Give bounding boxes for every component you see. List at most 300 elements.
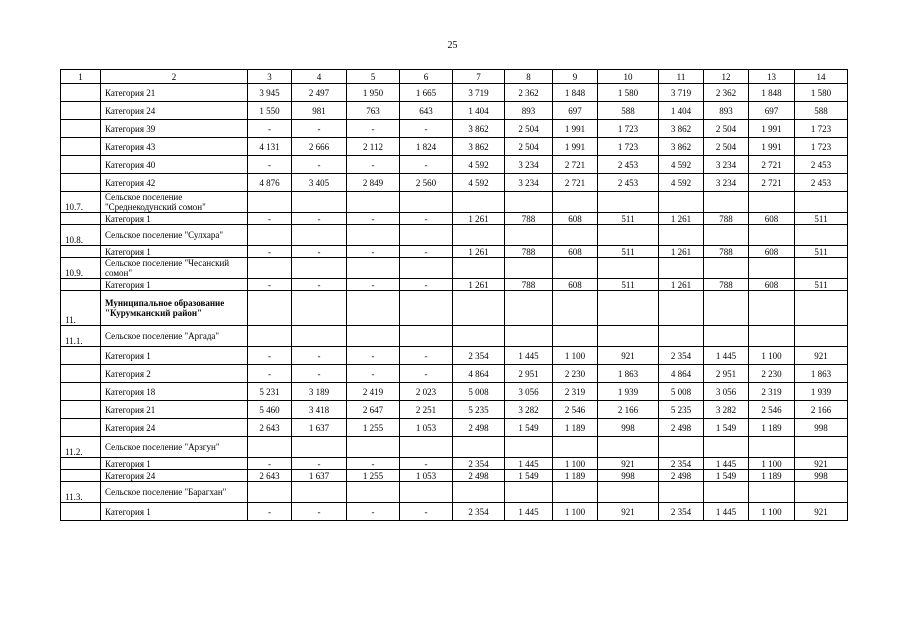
value-cell	[347, 482, 400, 503]
row-name: Категория 21	[101, 401, 248, 419]
value-cell: 1 991	[553, 138, 598, 156]
table-row	[61, 437, 848, 458]
value-cell: -	[347, 458, 400, 470]
value-cell: 1 445	[704, 503, 749, 521]
value-cell	[505, 225, 553, 246]
row-index: 10.9.	[61, 258, 101, 279]
value-cell: 2 643	[248, 419, 292, 437]
value-cell: 1 445	[505, 347, 553, 365]
row-index	[61, 419, 101, 437]
value-cell: -	[248, 156, 292, 174]
row-name: Сельское поселение "Барагхан"	[101, 482, 248, 503]
value-cell: 2 546	[553, 401, 598, 419]
value-cell	[248, 437, 292, 458]
row-name: Сельское поселение "Среднекодунский сомон"	[101, 192, 248, 213]
value-cell: 2 419	[347, 383, 400, 401]
value-cell: 1 863	[598, 365, 659, 383]
value-cell: 3 234	[505, 156, 553, 174]
value-cell	[400, 192, 453, 213]
value-cell: 4 131	[248, 138, 292, 156]
value-cell: -	[248, 347, 292, 365]
row-index	[61, 102, 101, 120]
row-index	[61, 138, 101, 156]
value-cell: 1 100	[749, 503, 795, 521]
value-cell	[704, 258, 749, 279]
value-cell	[553, 225, 598, 246]
column-header: 7	[453, 70, 505, 84]
table-row	[61, 192, 848, 213]
column-header: 9	[553, 70, 598, 84]
tariff-table	[60, 69, 848, 521]
value-cell	[347, 326, 400, 347]
row-name: Сельское поселение "Аргада"	[101, 326, 248, 347]
value-cell	[292, 258, 347, 279]
value-cell: 1 723	[598, 120, 659, 138]
table-row	[61, 258, 848, 279]
value-cell	[553, 437, 598, 458]
value-cell: 511	[598, 246, 659, 258]
value-cell	[505, 326, 553, 347]
row-name: Категория 39	[101, 120, 248, 138]
row-name: Категория 24	[101, 102, 248, 120]
row-name: Сельское поселение "Чесанский сомон"	[101, 258, 248, 279]
value-cell	[248, 326, 292, 347]
value-cell	[248, 192, 292, 213]
row-name: Категория 2	[101, 365, 248, 383]
value-cell	[749, 437, 795, 458]
value-cell	[659, 482, 704, 503]
value-cell	[347, 437, 400, 458]
value-cell	[347, 258, 400, 279]
value-cell: 788	[704, 279, 749, 291]
column-header: 10	[598, 70, 659, 84]
value-cell: -	[248, 279, 292, 291]
value-cell: 1 637	[292, 419, 347, 437]
value-cell: 5 231	[248, 383, 292, 401]
value-cell: 588	[598, 102, 659, 120]
value-cell	[704, 326, 749, 347]
row-index	[61, 84, 101, 102]
value-cell: -	[347, 503, 400, 521]
value-cell: 2 354	[453, 503, 505, 521]
value-cell: 998	[795, 470, 848, 482]
column-header: 5	[347, 70, 400, 84]
value-cell	[598, 326, 659, 347]
row-name: Категория 43	[101, 138, 248, 156]
value-cell: 1 445	[505, 458, 553, 470]
row-name: Сельское поселение "Арзгун"	[101, 437, 248, 458]
value-cell: 3 056	[704, 383, 749, 401]
value-cell	[248, 291, 292, 326]
value-cell: 1 445	[704, 347, 749, 365]
row-name: Категория 24	[101, 419, 248, 437]
value-cell: 2 354	[453, 347, 505, 365]
value-cell: 643	[400, 102, 453, 120]
value-cell: -	[292, 458, 347, 470]
table-row	[61, 503, 848, 521]
value-cell: 2 230	[749, 365, 795, 383]
value-cell	[704, 291, 749, 326]
value-cell	[598, 482, 659, 503]
value-cell: 1 549	[704, 419, 749, 437]
table-row	[61, 156, 848, 174]
value-cell: 1 550	[248, 102, 292, 120]
row-name: Категория 1	[101, 347, 248, 365]
value-cell: 608	[749, 279, 795, 291]
value-cell	[749, 482, 795, 503]
value-cell: -	[292, 156, 347, 174]
value-cell: 2 166	[598, 401, 659, 419]
column-header: 1	[61, 70, 101, 84]
value-cell: 998	[598, 470, 659, 482]
table-row	[61, 326, 848, 347]
table-row	[61, 102, 848, 120]
value-cell: -	[347, 246, 400, 258]
value-cell: 2 354	[659, 503, 704, 521]
value-cell: 3 282	[704, 401, 749, 419]
value-cell: 1 939	[598, 383, 659, 401]
value-cell: -	[400, 213, 453, 225]
value-cell	[659, 326, 704, 347]
value-cell: -	[400, 120, 453, 138]
value-cell	[795, 291, 848, 326]
value-cell	[795, 225, 848, 246]
value-cell: 1 950	[347, 84, 400, 102]
table-row	[61, 225, 848, 246]
value-cell: 2 647	[347, 401, 400, 419]
value-cell: -	[248, 120, 292, 138]
value-cell: 3 862	[659, 138, 704, 156]
value-cell	[453, 192, 505, 213]
table-row	[61, 401, 848, 419]
value-cell: 1 100	[553, 458, 598, 470]
value-cell: 2 354	[659, 458, 704, 470]
table-row	[61, 213, 848, 225]
row-name: Категория 18	[101, 383, 248, 401]
value-cell	[505, 437, 553, 458]
value-cell: 5 235	[453, 401, 505, 419]
table-row	[61, 365, 848, 383]
column-header: 12	[704, 70, 749, 84]
value-cell	[795, 192, 848, 213]
value-cell: -	[347, 120, 400, 138]
value-cell: 1 189	[749, 470, 795, 482]
value-cell: -	[248, 458, 292, 470]
value-cell	[795, 437, 848, 458]
value-cell: -	[248, 246, 292, 258]
value-cell: 1 445	[505, 503, 553, 521]
value-cell	[347, 192, 400, 213]
value-cell: -	[347, 213, 400, 225]
row-index: 11.	[61, 291, 101, 326]
value-cell: 4 592	[453, 174, 505, 192]
value-cell	[598, 258, 659, 279]
value-cell: 5 460	[248, 401, 292, 419]
value-cell: 511	[598, 213, 659, 225]
row-index	[61, 347, 101, 365]
value-cell: 2 721	[553, 156, 598, 174]
value-cell	[505, 258, 553, 279]
value-cell: 2 251	[400, 401, 453, 419]
value-cell: 1 863	[795, 365, 848, 383]
row-name: Категория 1	[101, 503, 248, 521]
value-cell: 3 234	[704, 156, 749, 174]
row-index	[61, 156, 101, 174]
value-cell: 4 592	[659, 156, 704, 174]
value-cell	[553, 326, 598, 347]
row-name: Категория 1	[101, 213, 248, 225]
value-cell	[749, 225, 795, 246]
table-row	[61, 138, 848, 156]
value-cell: 1 939	[795, 383, 848, 401]
row-index: 11.2.	[61, 437, 101, 458]
column-header: 14	[795, 70, 848, 84]
value-cell: -	[292, 503, 347, 521]
value-cell: 5 008	[659, 383, 704, 401]
value-cell: -	[400, 246, 453, 258]
value-cell: -	[347, 156, 400, 174]
value-cell	[553, 291, 598, 326]
row-name: Категория 42	[101, 174, 248, 192]
value-cell: -	[400, 365, 453, 383]
value-cell	[704, 225, 749, 246]
value-cell: 608	[749, 246, 795, 258]
value-cell: 697	[749, 102, 795, 120]
value-cell: 2 453	[795, 174, 848, 192]
value-cell: -	[292, 213, 347, 225]
value-cell: 2 498	[453, 419, 505, 437]
value-cell	[659, 258, 704, 279]
column-header: 13	[749, 70, 795, 84]
value-cell	[453, 291, 505, 326]
value-cell	[248, 225, 292, 246]
value-cell: 3 862	[453, 138, 505, 156]
value-cell: 2 643	[248, 470, 292, 482]
value-cell	[553, 258, 598, 279]
value-cell	[505, 192, 553, 213]
value-cell	[749, 291, 795, 326]
value-cell: 1 549	[704, 470, 749, 482]
column-header: 8	[505, 70, 553, 84]
table-row	[61, 120, 848, 138]
value-cell: 608	[749, 213, 795, 225]
value-cell	[292, 192, 347, 213]
value-cell	[400, 258, 453, 279]
value-cell: 893	[505, 102, 553, 120]
value-cell: 788	[704, 246, 749, 258]
value-cell: 921	[598, 347, 659, 365]
value-cell	[292, 225, 347, 246]
value-cell	[347, 225, 400, 246]
value-cell: 5 235	[659, 401, 704, 419]
value-cell: -	[400, 458, 453, 470]
value-cell: 2 560	[400, 174, 453, 192]
value-cell: 1 723	[795, 138, 848, 156]
value-cell: -	[400, 503, 453, 521]
value-cell: 2 849	[347, 174, 400, 192]
value-cell: 511	[598, 279, 659, 291]
value-cell: 4 592	[659, 174, 704, 192]
value-cell: 2 319	[553, 383, 598, 401]
row-index	[61, 279, 101, 291]
value-cell	[400, 437, 453, 458]
value-cell: 1 189	[553, 470, 598, 482]
value-cell: 1 723	[598, 138, 659, 156]
value-cell: 2 354	[453, 458, 505, 470]
value-cell	[795, 326, 848, 347]
row-index	[61, 246, 101, 258]
value-cell: 921	[795, 503, 848, 521]
value-cell: 1 404	[659, 102, 704, 120]
value-cell: 3 418	[292, 401, 347, 419]
value-cell: -	[347, 279, 400, 291]
row-index: 10.7.	[61, 192, 101, 213]
value-cell: 1 580	[795, 84, 848, 102]
value-cell	[347, 291, 400, 326]
value-cell: 998	[598, 419, 659, 437]
value-cell: 1 261	[659, 213, 704, 225]
value-cell: 2 319	[749, 383, 795, 401]
value-cell: 921	[598, 458, 659, 470]
value-cell: 2 453	[598, 174, 659, 192]
column-header: 11	[659, 70, 704, 84]
value-cell: 1 255	[347, 419, 400, 437]
row-name: Категория 1	[101, 246, 248, 258]
value-cell: -	[347, 365, 400, 383]
value-cell: 608	[553, 213, 598, 225]
value-cell	[453, 437, 505, 458]
value-cell: 3 234	[505, 174, 553, 192]
row-index: 11.1.	[61, 326, 101, 347]
value-cell	[453, 482, 505, 503]
row-name: Категория 21	[101, 84, 248, 102]
value-cell: -	[292, 279, 347, 291]
value-cell: 2 498	[453, 470, 505, 482]
value-cell: 2 721	[749, 156, 795, 174]
value-cell: 1 261	[659, 246, 704, 258]
column-header: 2	[101, 70, 248, 84]
value-cell: 763	[347, 102, 400, 120]
value-cell: 1 824	[400, 138, 453, 156]
table-row	[61, 383, 848, 401]
table-row	[61, 174, 848, 192]
value-cell: 1 255	[347, 470, 400, 482]
value-cell: 921	[795, 458, 848, 470]
value-cell: 2 504	[505, 120, 553, 138]
value-cell: 2 951	[704, 365, 749, 383]
table-row	[61, 291, 848, 326]
value-cell: 2 497	[292, 84, 347, 102]
value-cell: 1 404	[453, 102, 505, 120]
value-cell: -	[292, 365, 347, 383]
value-cell: -	[292, 347, 347, 365]
value-cell: -	[248, 503, 292, 521]
value-cell	[795, 258, 848, 279]
value-cell: 2 023	[400, 383, 453, 401]
value-cell	[400, 291, 453, 326]
value-cell	[248, 258, 292, 279]
row-index: 10.8.	[61, 225, 101, 246]
value-cell: 1 991	[749, 120, 795, 138]
row-index	[61, 383, 101, 401]
value-cell: -	[248, 213, 292, 225]
value-cell	[505, 291, 553, 326]
value-cell	[659, 437, 704, 458]
value-cell: 1 261	[659, 279, 704, 291]
table-row	[61, 482, 848, 503]
value-cell: 788	[505, 213, 553, 225]
value-cell: 1 445	[704, 458, 749, 470]
value-cell: 608	[553, 279, 598, 291]
value-cell: 3 234	[704, 174, 749, 192]
value-cell	[292, 437, 347, 458]
value-cell: 981	[292, 102, 347, 120]
row-name: Категория 40	[101, 156, 248, 174]
value-cell: 3 862	[453, 120, 505, 138]
value-cell	[292, 326, 347, 347]
value-cell: 4 864	[453, 365, 505, 383]
table-row	[61, 347, 848, 365]
row-name: Категория 1	[101, 279, 248, 291]
row-index	[61, 174, 101, 192]
table-row	[61, 470, 848, 482]
table-row	[61, 419, 848, 437]
column-header: 6	[400, 70, 453, 84]
table-row	[61, 246, 848, 258]
value-cell: 511	[795, 213, 848, 225]
value-cell: 2 504	[704, 120, 749, 138]
value-cell: 788	[704, 213, 749, 225]
value-cell	[292, 482, 347, 503]
value-cell	[659, 291, 704, 326]
header-row	[61, 70, 848, 84]
value-cell: 1 580	[598, 84, 659, 102]
row-index	[61, 401, 101, 419]
value-cell: 1 100	[749, 458, 795, 470]
value-cell: 608	[553, 246, 598, 258]
value-cell: 1 549	[505, 470, 553, 482]
value-cell: 3 282	[505, 401, 553, 419]
value-cell	[400, 326, 453, 347]
value-cell	[704, 437, 749, 458]
value-cell: 2 453	[598, 156, 659, 174]
value-cell: 4 876	[248, 174, 292, 192]
value-cell	[598, 437, 659, 458]
value-cell: -	[400, 347, 453, 365]
value-cell: -	[400, 279, 453, 291]
value-cell: 1 100	[553, 503, 598, 521]
value-cell	[749, 258, 795, 279]
value-cell: 2 504	[505, 138, 553, 156]
value-cell	[795, 482, 848, 503]
row-index	[61, 458, 101, 470]
value-cell: 5 008	[453, 383, 505, 401]
value-cell	[659, 192, 704, 213]
value-cell	[400, 482, 453, 503]
value-cell: 2 453	[795, 156, 848, 174]
value-cell	[598, 192, 659, 213]
value-cell: 1 848	[553, 84, 598, 102]
value-cell: -	[248, 365, 292, 383]
row-name: Сельское поселение "Сулхара"	[101, 225, 248, 246]
value-cell: -	[347, 347, 400, 365]
value-cell	[400, 225, 453, 246]
value-cell: 1 261	[453, 213, 505, 225]
value-cell	[598, 291, 659, 326]
value-cell: 3 189	[292, 383, 347, 401]
value-cell: 1 848	[749, 84, 795, 102]
value-cell: -	[400, 156, 453, 174]
